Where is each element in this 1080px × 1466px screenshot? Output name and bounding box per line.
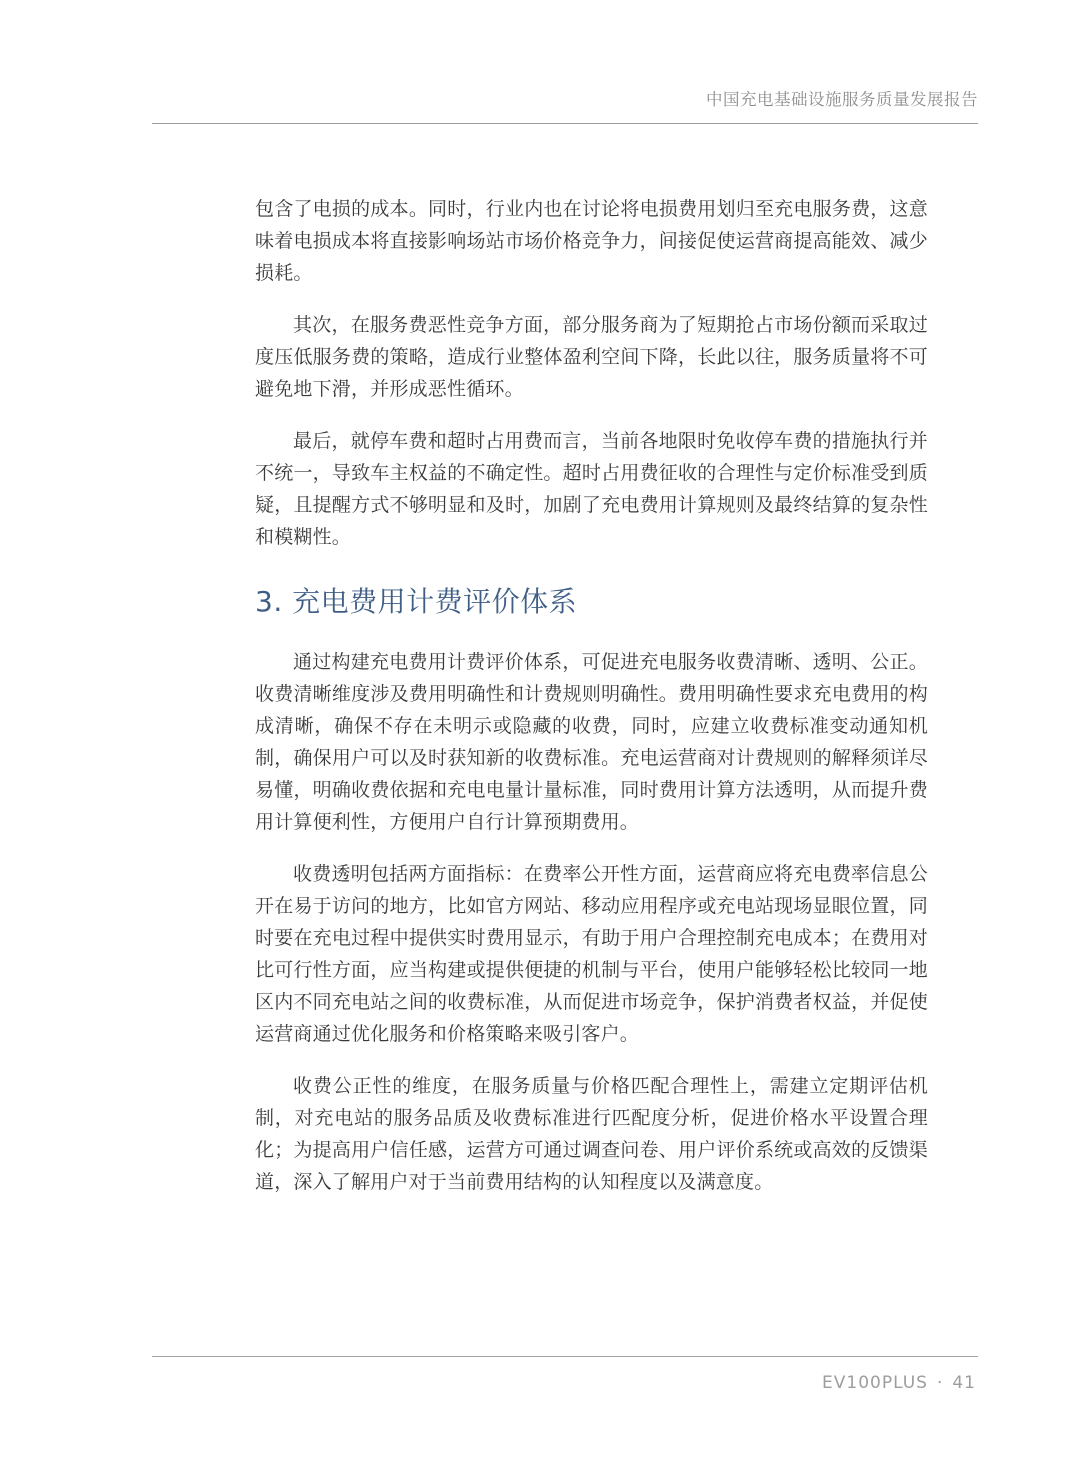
- paragraph: 包含了电损的成本。同时，行业内也在讨论将电损费用划归至充电服务费，这意味着电损成本将直接影响场站市场价格竞争力，间接促使运营商提高能效、减少损耗。: [255, 198, 928, 284]
- paragraph: 通过构建充电费用计费评价体系，可促进充电服务收费清晰、透明、公正。收费清晰维度涉及费用明确性和计费规则明确性。费用明确性要求充电费用的构成清晰，确保不存在未明示或隐藏的收费，同时，应建立收费标准变动通知机制，确保用户可以及时获知新的收费标准。充电运营商对计费规则的解释须详尽易懂，明确收费依据和充电电量计量标准，同时费用计算方法透明，从而提升费用计算便利性，方便用户自行计算预期费用。: [255, 651, 928, 833]
- footer-separator: ·: [936, 1373, 944, 1393]
- footer-page-number: 41: [952, 1373, 976, 1393]
- paragraph: 最后，就停车费和超时占用费而言，当前各地限时免收停车费的措施执行并不统一，导致车主权益的不确定性。超时占用费征收的合理性与定价标准受到质疑，且提醒方式不够明显和及时，加剧了充电费用计算规则及最终结算的复杂性和模糊性。: [255, 430, 928, 548]
- page-footer-text: [822, 1372, 976, 1394]
- footer-divider: [152, 1356, 978, 1357]
- header-divider: [152, 123, 978, 124]
- paragraph: 收费公正性的维度，在服务质量与价格匹配合理性上，需建立定期评估机制，对充电站的服务品质及收费标准进行匹配度分析，促进价格水平设置合理化；为提高用户信任感，运营方可通过调查问卷、用户评价系统或高效的反馈渠道，深入了解用户对于当前费用结构的认知程度以及满意度。: [255, 1075, 928, 1193]
- running-head-title: 中国充电基础设施服务质量发展报告: [706, 90, 978, 109]
- paragraph: 收费透明包括两方面指标：在费率公开性方面，运营商应将充电费率信息公开在易于访问的地方，比如官方网站、移动应用程序或充电站现场显眼位置，同时要在充电过程中提供实时费用显示，有助于用户合理控制充电成本；在费用对比可行性方面，应当构建或提供便捷的机制与平台，使用户能够轻松比较同一地区内不同充电站之间的收费标准，从而促进市场竞争，保护消费者权益，并促使运营商通过优化服务和价格策略来吸引客户。: [255, 863, 928, 1045]
- page-content: [255, 193, 928, 1218]
- section-heading: 3. 充电费用计费评价体系: [255, 585, 578, 618]
- paragraph: 其次，在服务费恶性竞争方面，部分服务商为了短期抢占市场份额而采取过度压低服务费的策略，造成行业整体盈利空间下降，长此以往，服务质量将不可避免地下滑，并形成恶性循环。: [255, 314, 928, 400]
- footer-brand: EV100PLUS: [822, 1373, 928, 1393]
